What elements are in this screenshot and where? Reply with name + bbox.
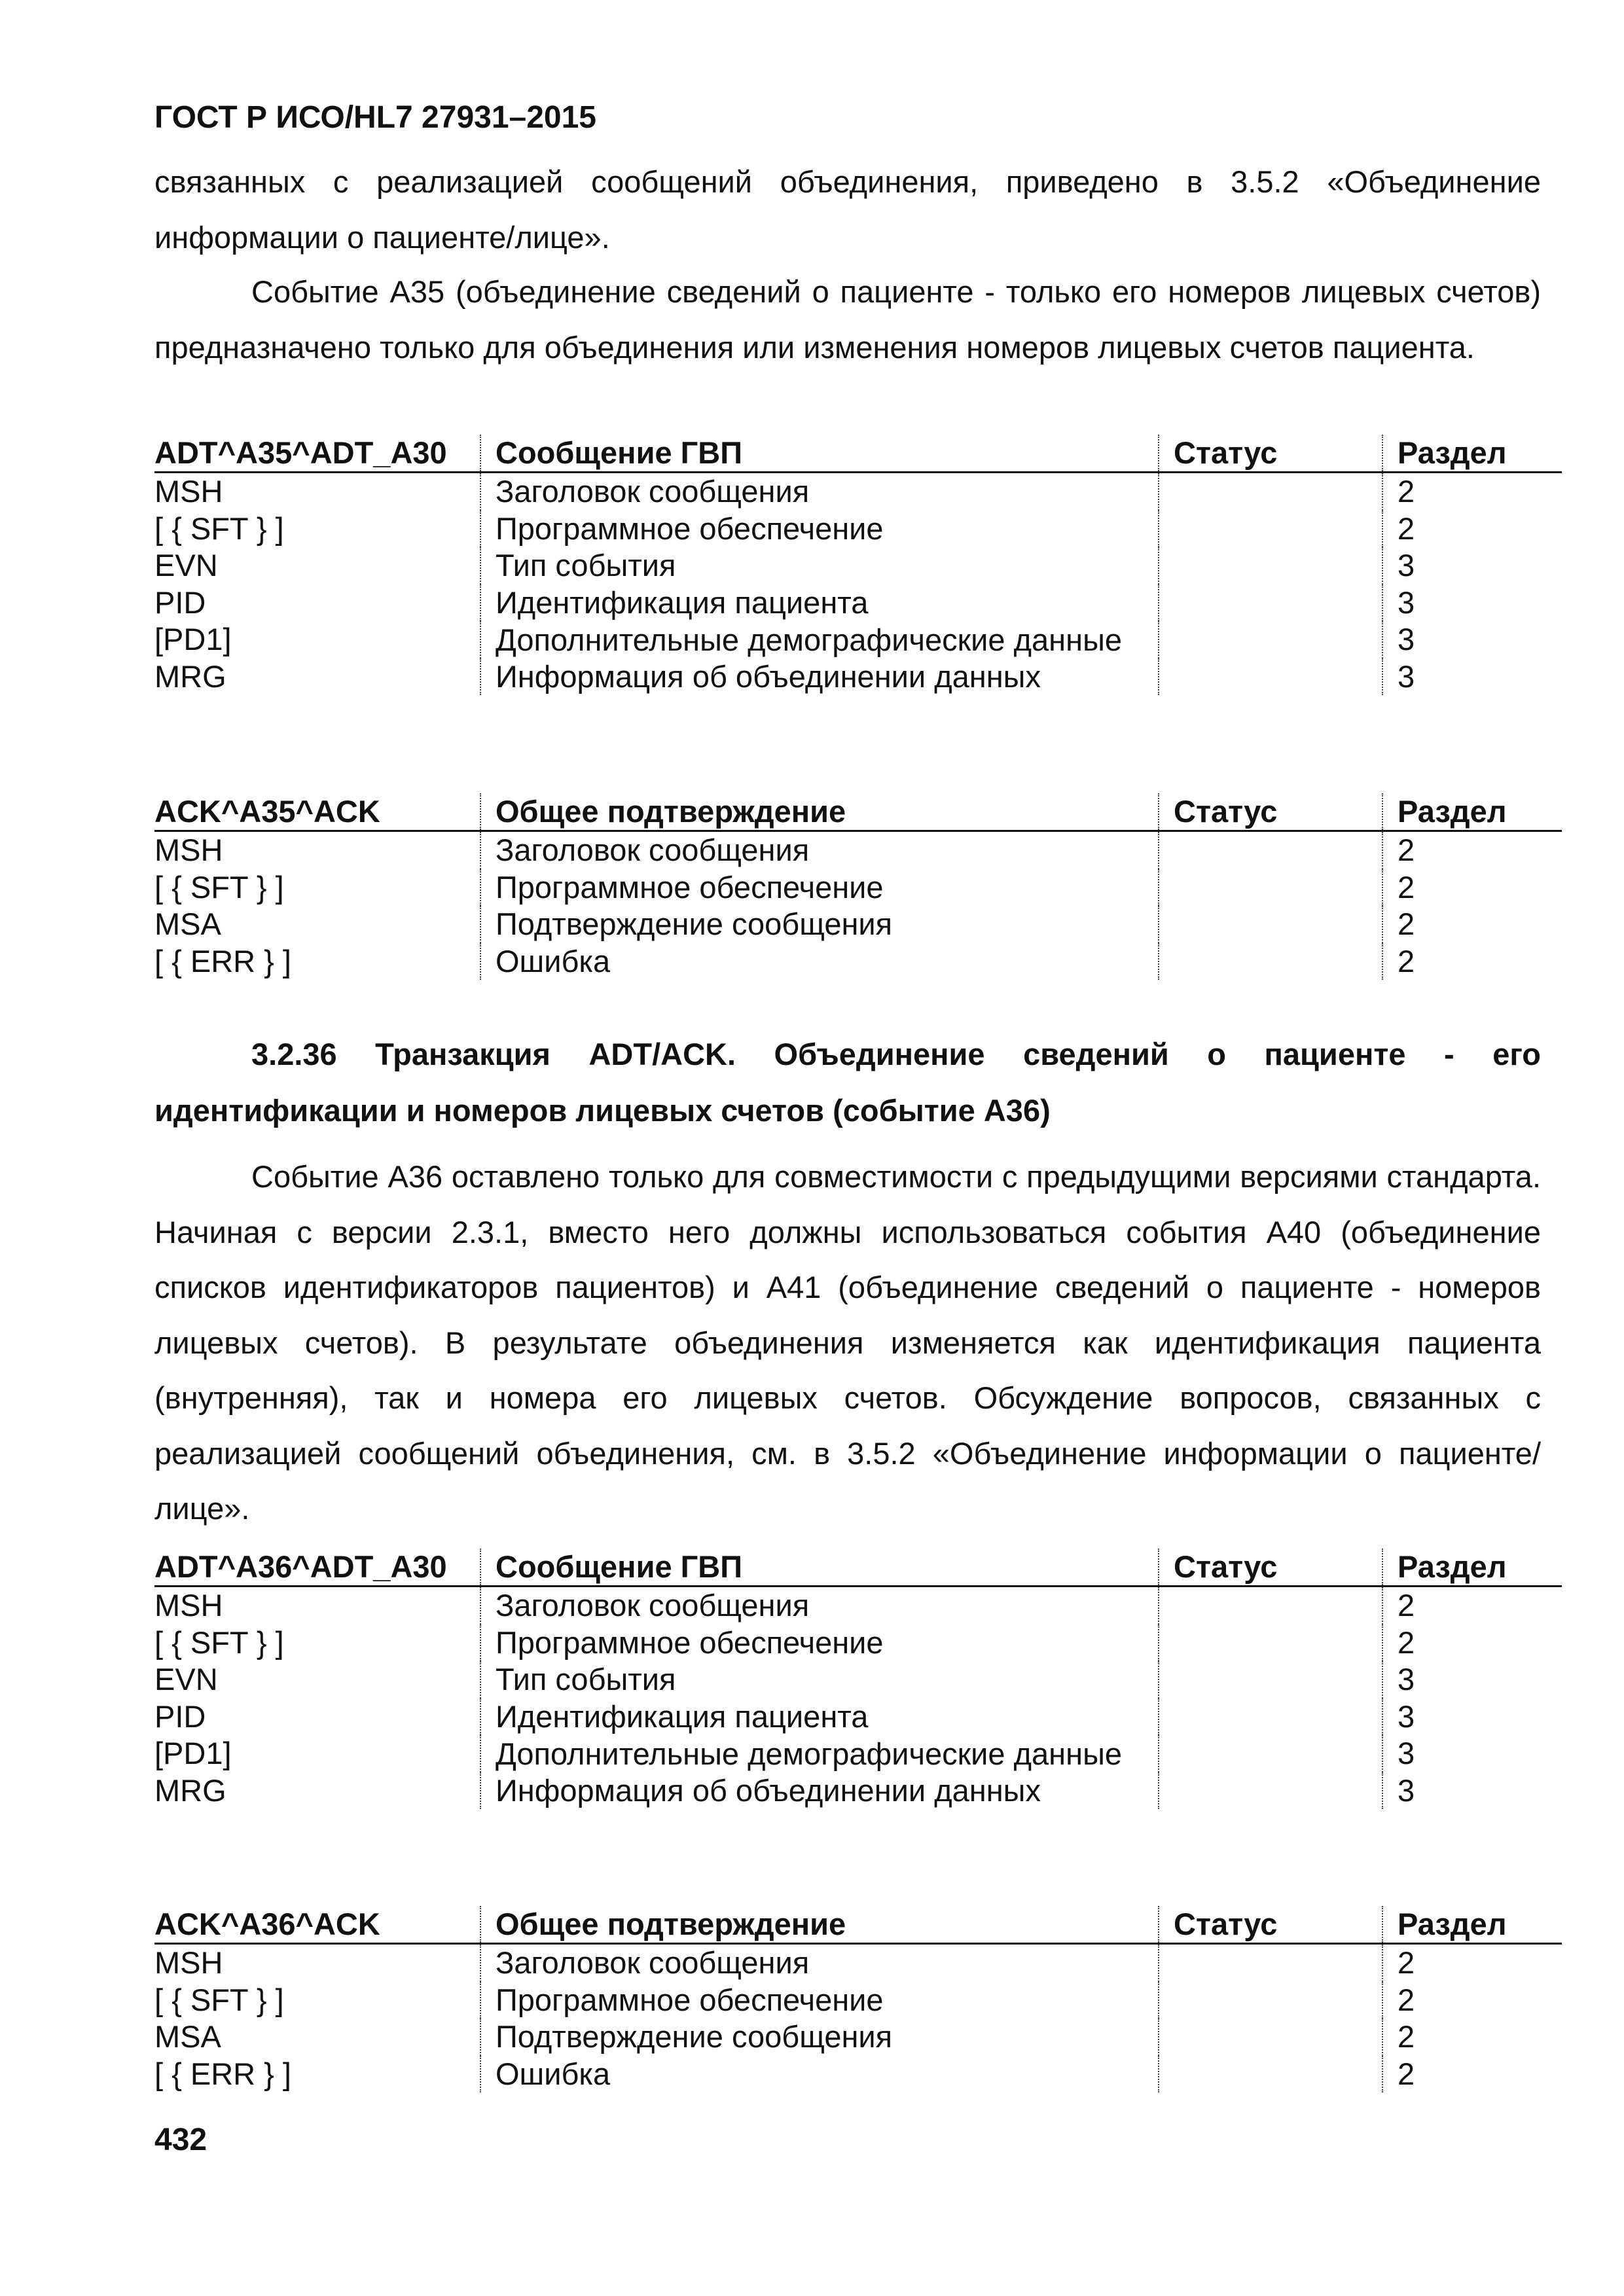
table-row xyxy=(154,943,1562,980)
segment-cell: [ { SFT } ] xyxy=(154,511,284,546)
description-cell: Заголовок сообщения xyxy=(480,831,1159,869)
segment-cell: MSA xyxy=(154,2019,221,2054)
description-cell: Заголовок сообщения xyxy=(480,1587,1159,1624)
table-adt-a35 xyxy=(154,435,1562,695)
description-cell: Ошибка xyxy=(480,2056,1159,2093)
table-row xyxy=(154,584,1562,622)
column-header-description: Общее подтверждение xyxy=(480,1906,1159,1944)
description-cell: Информация об объединении данных xyxy=(480,1772,1159,1810)
table-row xyxy=(154,831,1562,869)
column-header-section: Раздел xyxy=(1382,1549,1562,1587)
table-row xyxy=(154,1661,1562,1698)
column-header-segment: ADT^A35^ADT_A30 xyxy=(154,435,480,473)
segment-cell: MRG xyxy=(154,658,226,694)
paragraph-event-a35: Событие А35 (объединение сведений о пациенте - только его номеров лицевых счетов) предназначено только для объединения или изменения номеров лицевых счетов пациента. xyxy=(154,274,1541,365)
table-row xyxy=(154,547,1562,584)
segment-cell: EVN xyxy=(154,548,218,583)
description-cell: Подтверждение сообщения xyxy=(480,906,1159,943)
description-cell: Заголовок сообщения xyxy=(480,473,1159,511)
section-cell: 2 xyxy=(1382,943,1562,980)
paragraph-event-a36: Событие А36 оставлено только для совместимости с предыдущими версиями стандарта. Начиная с версии 2.3.1, вместо него должны использоваться события А40 (объединение списков идентификаторов пациентов) и А41 (объединение сведений о пациенте - номеров лицевых счетов). В результате объединения изменяется как идентификация пациента (внутренняя), так и номера его лицевых счетов. Обсуждение вопросов, связанных с реализацией сообщений объединения, см. в 3.5.2 «Объединение информации о пациенте/лице». xyxy=(154,1159,1541,1526)
section-heading-3-2-36: 3.2.36 Транзакция ADT/ACK. Объединение сведений о пациенте - его идентификации и номеров лицевых счетов (событие А36) xyxy=(154,1037,1541,1128)
section-cell: 3 xyxy=(1382,584,1562,622)
table-row xyxy=(154,1698,1562,1736)
status-cell xyxy=(1159,1982,1382,2019)
table-row xyxy=(154,1735,1562,1772)
segment-cell: MSH xyxy=(154,474,223,509)
paragraph-continuation: связанных с реализацией сообщений объединения, приведено в 3.5.2 «Объединение информации о пациенте/лице». xyxy=(154,164,1541,255)
status-cell xyxy=(1159,547,1382,584)
table-row xyxy=(154,1982,1562,2019)
segment-cell: [ { SFT } ] xyxy=(154,869,284,905)
status-cell xyxy=(1159,1944,1382,1982)
segment-cell: EVN xyxy=(154,1662,218,1696)
segment-cell: MSA xyxy=(154,906,221,941)
status-cell xyxy=(1159,473,1382,511)
segment-cell: [ { SFT } ] xyxy=(154,1982,284,2017)
description-cell: Заголовок сообщения xyxy=(480,1944,1159,1982)
table-row xyxy=(154,621,1562,658)
segment-cell: [ { ERR } ] xyxy=(154,2056,291,2091)
column-header-status: Статус xyxy=(1159,435,1382,473)
segment-cell: PID xyxy=(154,1698,206,1734)
table-row xyxy=(154,2056,1562,2093)
section-cell: 2 xyxy=(1382,906,1562,943)
status-cell xyxy=(1159,943,1382,980)
segment-cell: [PD1] xyxy=(154,1736,232,1770)
table-row xyxy=(154,869,1562,906)
section-cell: 2 xyxy=(1382,869,1562,906)
section-cell: 2 xyxy=(1382,511,1562,548)
status-cell xyxy=(1159,1661,1382,1698)
column-header-description: Сообщение ГВП xyxy=(480,1549,1159,1587)
column-header-segment: ACK^A36^ACK xyxy=(154,1906,480,1944)
table-row xyxy=(154,1944,1562,1982)
status-cell xyxy=(1159,1698,1382,1736)
column-header-status: Статус xyxy=(1159,793,1382,831)
table-row xyxy=(154,2018,1562,2056)
table-row xyxy=(154,511,1562,548)
description-cell: Информация об объединении данных xyxy=(480,658,1159,696)
description-cell: Подтверждение сообщения xyxy=(480,2018,1159,2056)
status-cell xyxy=(1159,831,1382,869)
table-header-row xyxy=(154,1906,1562,1944)
section-cell: 3 xyxy=(1382,1661,1562,1698)
column-header-description: Сообщение ГВП xyxy=(480,435,1159,473)
section-cell: 2 xyxy=(1382,2056,1562,2093)
table-row xyxy=(154,1772,1562,1810)
description-cell: Программное обеспечение xyxy=(480,1982,1159,2019)
description-cell: Тип события xyxy=(480,1661,1159,1698)
status-cell xyxy=(1159,658,1382,696)
table-ack-a36 xyxy=(154,1906,1562,2092)
status-cell xyxy=(1159,906,1382,943)
status-cell xyxy=(1159,2056,1382,2093)
status-cell xyxy=(1159,1587,1382,1624)
column-header-section: Раздел xyxy=(1382,1906,1562,1944)
section-cell: 2 xyxy=(1382,473,1562,511)
section-cell: 2 xyxy=(1382,2018,1562,2056)
section-cell: 3 xyxy=(1382,1698,1562,1736)
segment-cell: MSH xyxy=(154,1945,223,1980)
section-cell: 3 xyxy=(1382,658,1562,696)
section-cell: 3 xyxy=(1382,621,1562,658)
segment-cell: MSH xyxy=(154,1588,223,1623)
table-header-row xyxy=(154,793,1562,831)
description-cell: Дополнительные демографические данные xyxy=(480,1735,1159,1772)
segment-cell: [ { SFT } ] xyxy=(154,1624,284,1660)
description-cell: Дополнительные демографические данные xyxy=(480,621,1159,658)
segment-cell: MRG xyxy=(154,1772,226,1808)
description-cell: Идентификация пациента xyxy=(480,1698,1159,1736)
status-cell xyxy=(1159,1772,1382,1810)
description-cell: Программное обеспечение xyxy=(480,1624,1159,1662)
status-cell xyxy=(1159,511,1382,548)
status-cell xyxy=(1159,621,1382,658)
description-cell: Тип события xyxy=(480,547,1159,584)
status-cell xyxy=(1159,584,1382,622)
table-row xyxy=(154,1587,1562,1624)
section-cell: 2 xyxy=(1382,831,1562,869)
column-header-status: Статус xyxy=(1159,1906,1382,1944)
table-adt-a36 xyxy=(154,1549,1562,1809)
column-header-segment: ADT^A36^ADT_A30 xyxy=(154,1549,480,1587)
segment-cell: [PD1] xyxy=(154,622,232,656)
description-cell: Идентификация пациента xyxy=(480,584,1159,622)
section-cell: 2 xyxy=(1382,1624,1562,1662)
column-header-status: Статус xyxy=(1159,1549,1382,1587)
segment-cell: [ { ERR } ] xyxy=(154,943,291,978)
status-cell xyxy=(1159,869,1382,906)
section-cell: 2 xyxy=(1382,1944,1562,1982)
description-cell: Ошибка xyxy=(480,943,1159,980)
section-cell: 2 xyxy=(1382,1982,1562,2019)
section-cell: 2 xyxy=(1382,1587,1562,1624)
table-row xyxy=(154,473,1562,511)
section-cell: 3 xyxy=(1382,547,1562,584)
section-cell: 3 xyxy=(1382,1735,1562,1772)
segment-cell: MSH xyxy=(154,833,223,867)
status-cell xyxy=(1159,2018,1382,2056)
table-row xyxy=(154,1624,1562,1662)
column-header-description: Общее подтверждение xyxy=(480,793,1159,831)
description-cell: Программное обеспечение xyxy=(480,511,1159,548)
column-header-section: Раздел xyxy=(1382,435,1562,473)
page-number: 432 xyxy=(154,2123,208,2157)
description-cell: Программное обеспечение xyxy=(480,869,1159,906)
column-header-section: Раздел xyxy=(1382,793,1562,831)
document-header: ГОСТ Р ИСО/HL7 27931–2015 xyxy=(154,100,596,135)
table-header-row xyxy=(154,435,1562,473)
section-cell: 3 xyxy=(1382,1772,1562,1810)
table-row xyxy=(154,906,1562,943)
status-cell xyxy=(1159,1735,1382,1772)
table-row xyxy=(154,658,1562,696)
table-ack-a35 xyxy=(154,793,1562,980)
table-header-row xyxy=(154,1549,1562,1587)
column-header-segment: ACK^A35^ACK xyxy=(154,793,480,831)
segment-cell: PID xyxy=(154,584,206,620)
status-cell xyxy=(1159,1624,1382,1662)
